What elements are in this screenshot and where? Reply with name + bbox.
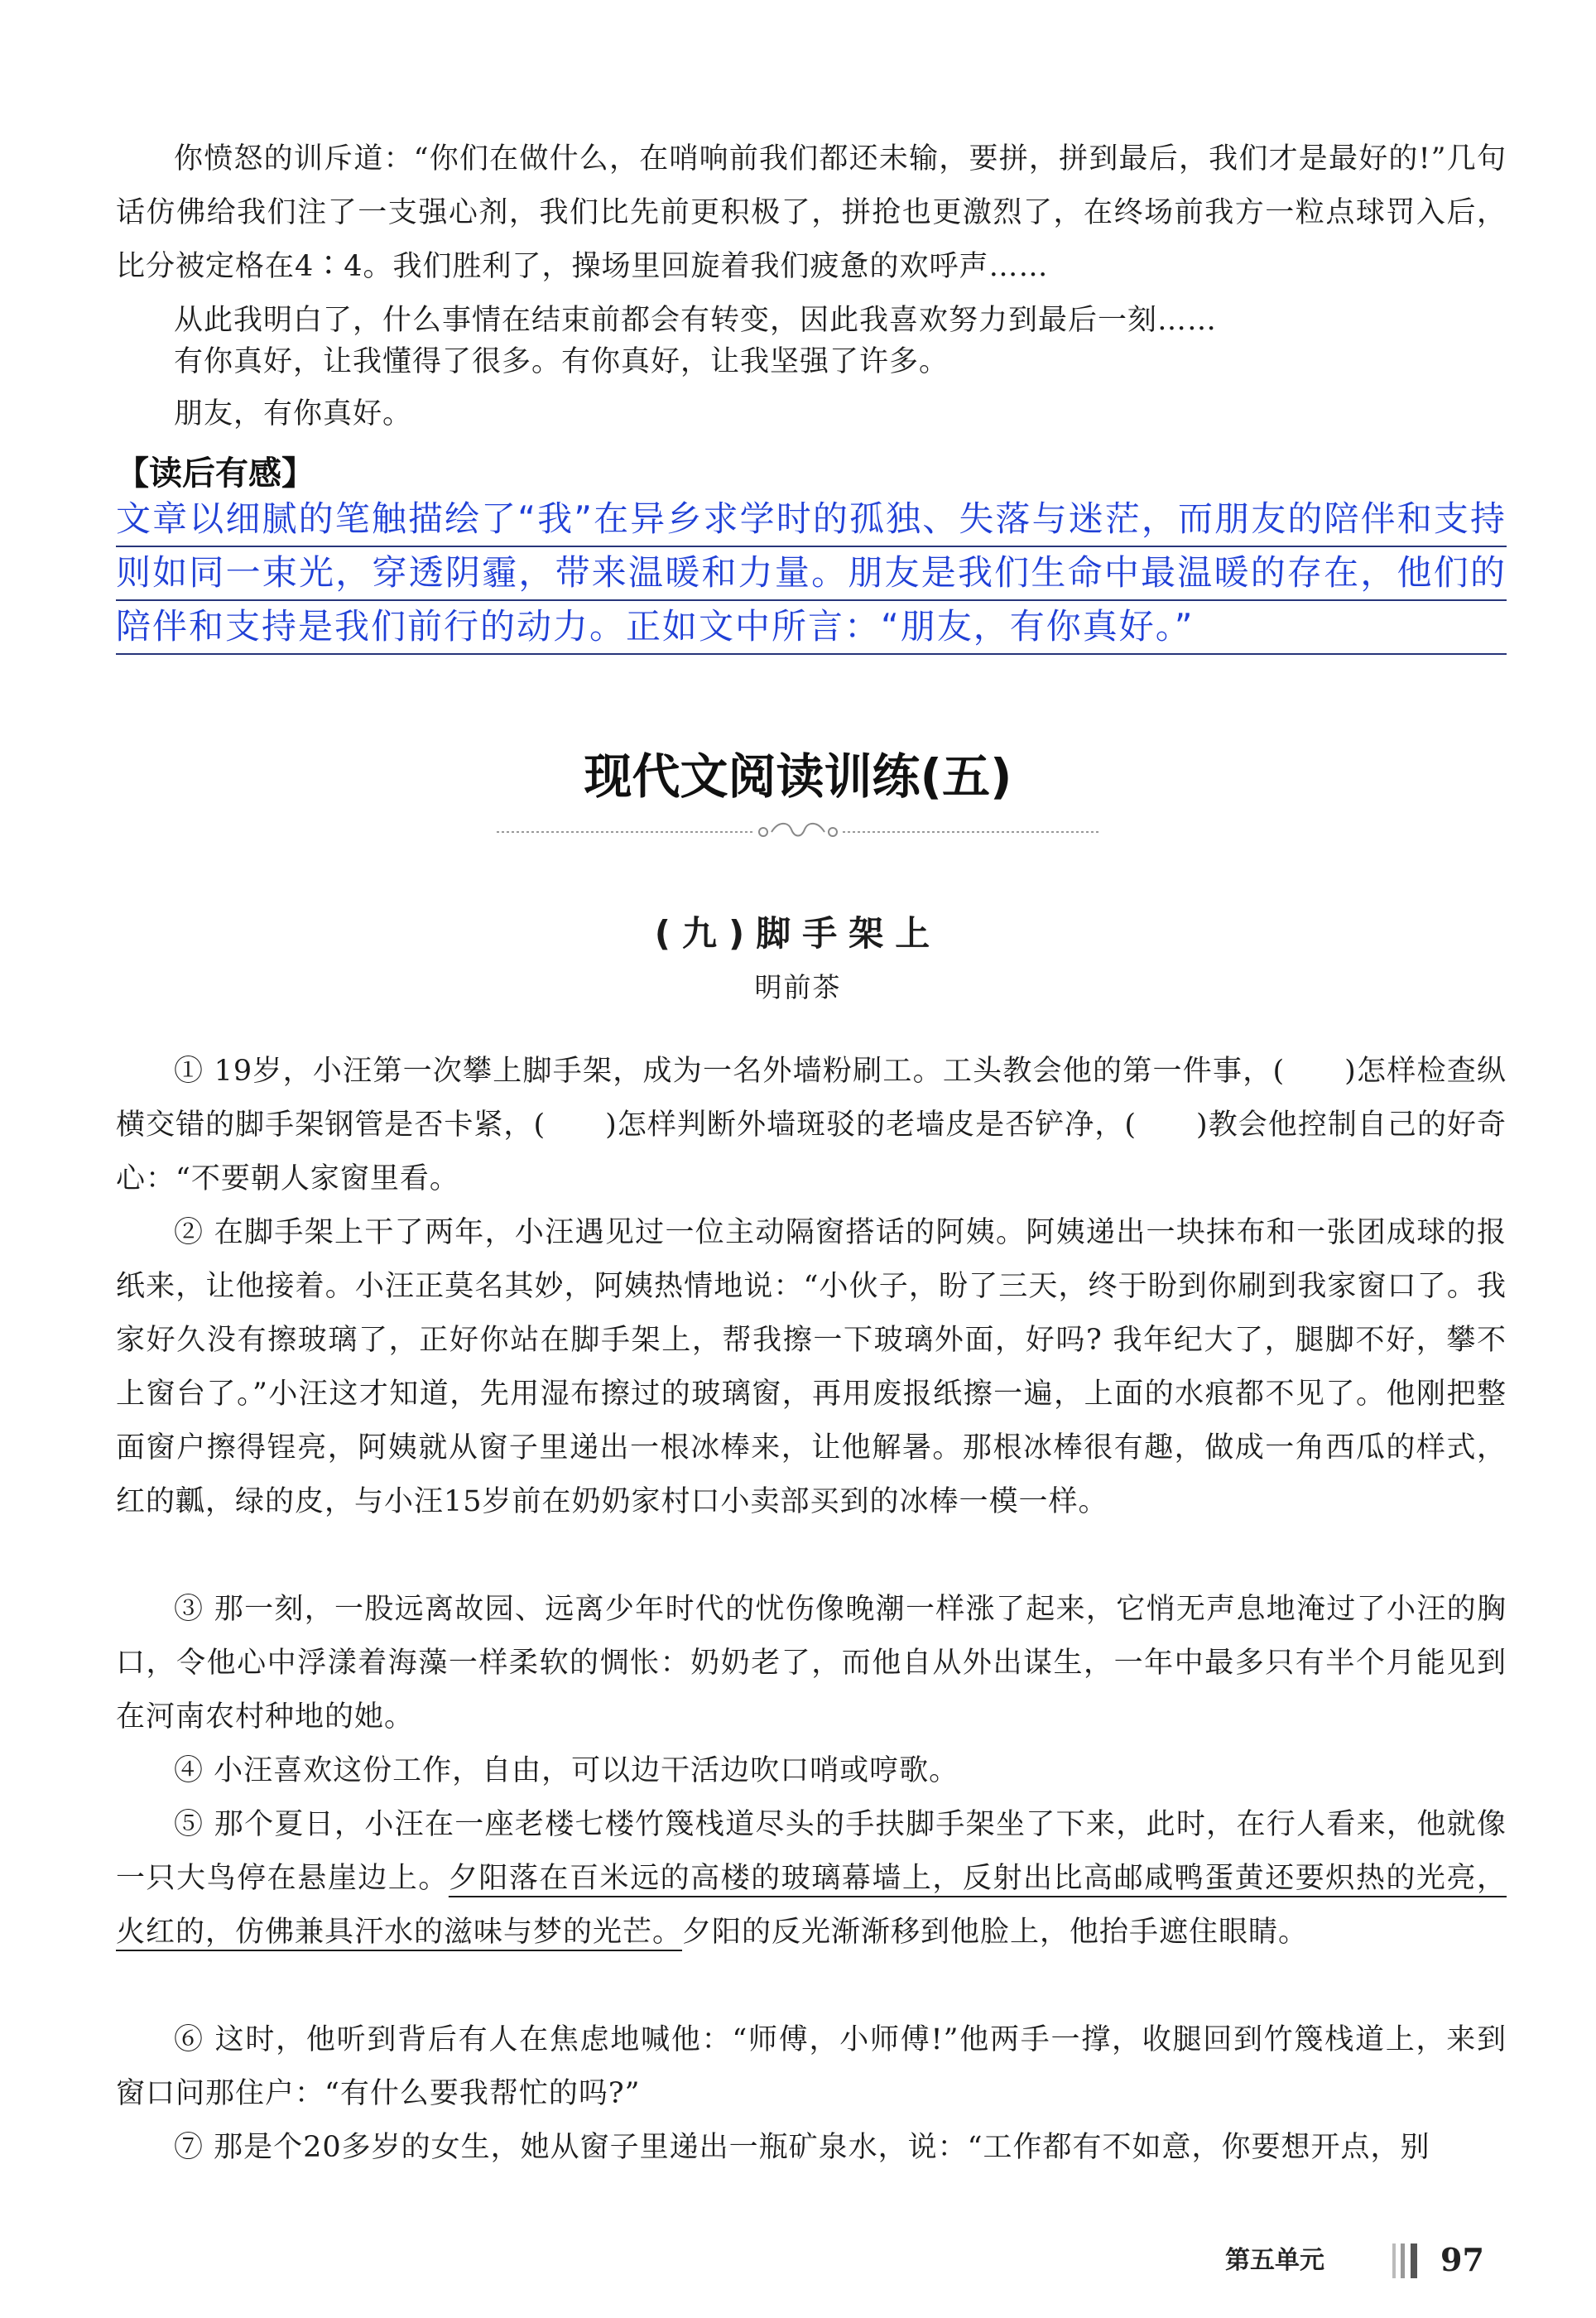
- story-paragraph-7: ⑦ 那是个20多岁的女生，她从窗子里递出一瓶矿泉水，说：“工作都有不如意，你要想开点，别: [174, 2131, 1430, 2164]
- prev-story-paragraph: 从此我明白了，什么事情在结束前都会有转变，因此我喜欢努力到最后一刻……: [174, 304, 1218, 337]
- story-paragraph-5: [116, 1798, 1507, 1960]
- text-segment: )怎样检查纵横交错的脚手架钢管是否卡紧，(: [116, 1055, 1507, 1142]
- story-author: 明前茶: [754, 971, 842, 1003]
- prev-story-paragraph: 你愤怒的训斥道：“你们在做什么，在哨响前我们都还未输，要拼，拼到最后，我们才是最好的!”几句话仿佛给我们注了一支强心剂，我们比先前更积极了，拼抢也更激烈了，在终场前我方一粒点球罚入后，比分被定格在4∶4。我们胜利了，操场里回旋着我们疲惫的欢呼声……: [116, 142, 1507, 283]
- story-paragraph-6: ⑥ 这时，他听到背后有人在焦虑地喊他：“师傅，小师傅!”他两手一撑，收腿回到竹篾栈道上，来到窗口问那住户：“有什么要我帮忙的吗?”: [116, 2023, 1507, 2110]
- footer-divider-icon: [1391, 2242, 1424, 2280]
- underlined-sentence: 夕阳落在百米远的高楼的玻璃幕墙上，反射出比高邮咸鸭蛋黄还要炽热的光亮，火红的，仿佛兼具汗水的滋味与梦的光芒。: [116, 1862, 1507, 1949]
- text-segment: )教会他控制自己的好奇心：“不要朝人家窗里看。: [116, 1109, 1507, 1195]
- story-paragraph-1: [116, 1045, 1507, 1206]
- prev-story-paragraph: 有你真好，让我懂得了很多。有你真好，让我坚强了许多。: [174, 345, 949, 378]
- footer-unit-label: 第五单元: [1225, 2246, 1324, 2275]
- review-underline: [116, 653, 1507, 655]
- text-segment: ⑤ 那个夏日，小汪在一座老楼七楼竹篾栈道尽头的手扶脚手架坐了下来，此时，在行人看来，他就像一只大鸟停在悬崖边上。: [116, 1808, 1507, 1895]
- title-ornament: [497, 820, 1099, 844]
- text-segment: 夕阳的反光渐渐移到他脸上，他抬手遮住眼睛。: [682, 1916, 1309, 1949]
- text-segment: )怎样判断外墙斑驳的老墙皮是否铲净，(: [605, 1109, 1137, 1142]
- story-paragraph-4: ④ 小汪喜欢这份工作，自由，可以边干活边吹口哨或哼歌。: [174, 1754, 959, 1787]
- page-number: 97: [1440, 2241, 1484, 2278]
- story-paragraph-2: ② 在脚手架上干了两年，小汪遇见过一位主动隔窗搭话的阿姨。阿姨递出一块抹布和一张团成球的报纸来，让他接着。小汪正莫名其妙，阿姨热情地说：“小伙子，盼了三天，终于盼到你刷到我家窗口了。我家好久没有擦玻璃了，正好你站在脚手架上，帮我擦一下玻璃外面，好吗? 我年纪大了，腿脚不好，攀不上窗台了。”小汪这才知道，先用湿布擦过的玻璃窗，再用废报纸擦一遍，上面的水痕都不见了。他刚把整面窗户擦得锃亮，阿姨就从窗子里递出一根冰棒来，让他解暑。那根冰棒很有趣，做成一角西瓜的样式，红的瓤，绿的皮，与小汪15岁前在奶奶家村口小卖部买到的冰棒一模一样。: [116, 1216, 1507, 1518]
- story-paragraph-3: ③ 那一刻，一股远离故园、远离少年时代的忧伤像晚潮一样涨了起来，它悄无声息地淹过了小汪的胸口，令他心中浮漾着海藻一样柔软的惆怅：奶奶老了，而他自从外出谋生，一年中最多只有半个月能见到在河南农村种地的她。: [116, 1593, 1507, 1734]
- prev-story-paragraph: 朋友，有你真好。: [174, 397, 413, 430]
- review-text: 文章以细腻的笔触描绘了“我”在异乡求学时的孤独、失落与迷茫，而朋友的陪伴和支持则如同一束光，穿透阴霾，带来温暖和力量。朋友是我们生命中最温暖的存在，他们的陪伴和支持是我们前行的动力。正如文中所言：“朋友，有你真好。”: [116, 498, 1507, 647]
- section-title: 现代文阅读训练(五): [584, 748, 1012, 805]
- review-underline: [116, 599, 1507, 601]
- story-title: (九)脚手架上: [654, 913, 942, 954]
- text-segment: ① 19岁，小汪第一次攀上脚手架，成为一名外墙粉刷工。工头教会他的第一件事，(: [174, 1055, 1286, 1088]
- review-heading: 【读后有感】: [116, 454, 315, 493]
- review-underline: [116, 546, 1507, 547]
